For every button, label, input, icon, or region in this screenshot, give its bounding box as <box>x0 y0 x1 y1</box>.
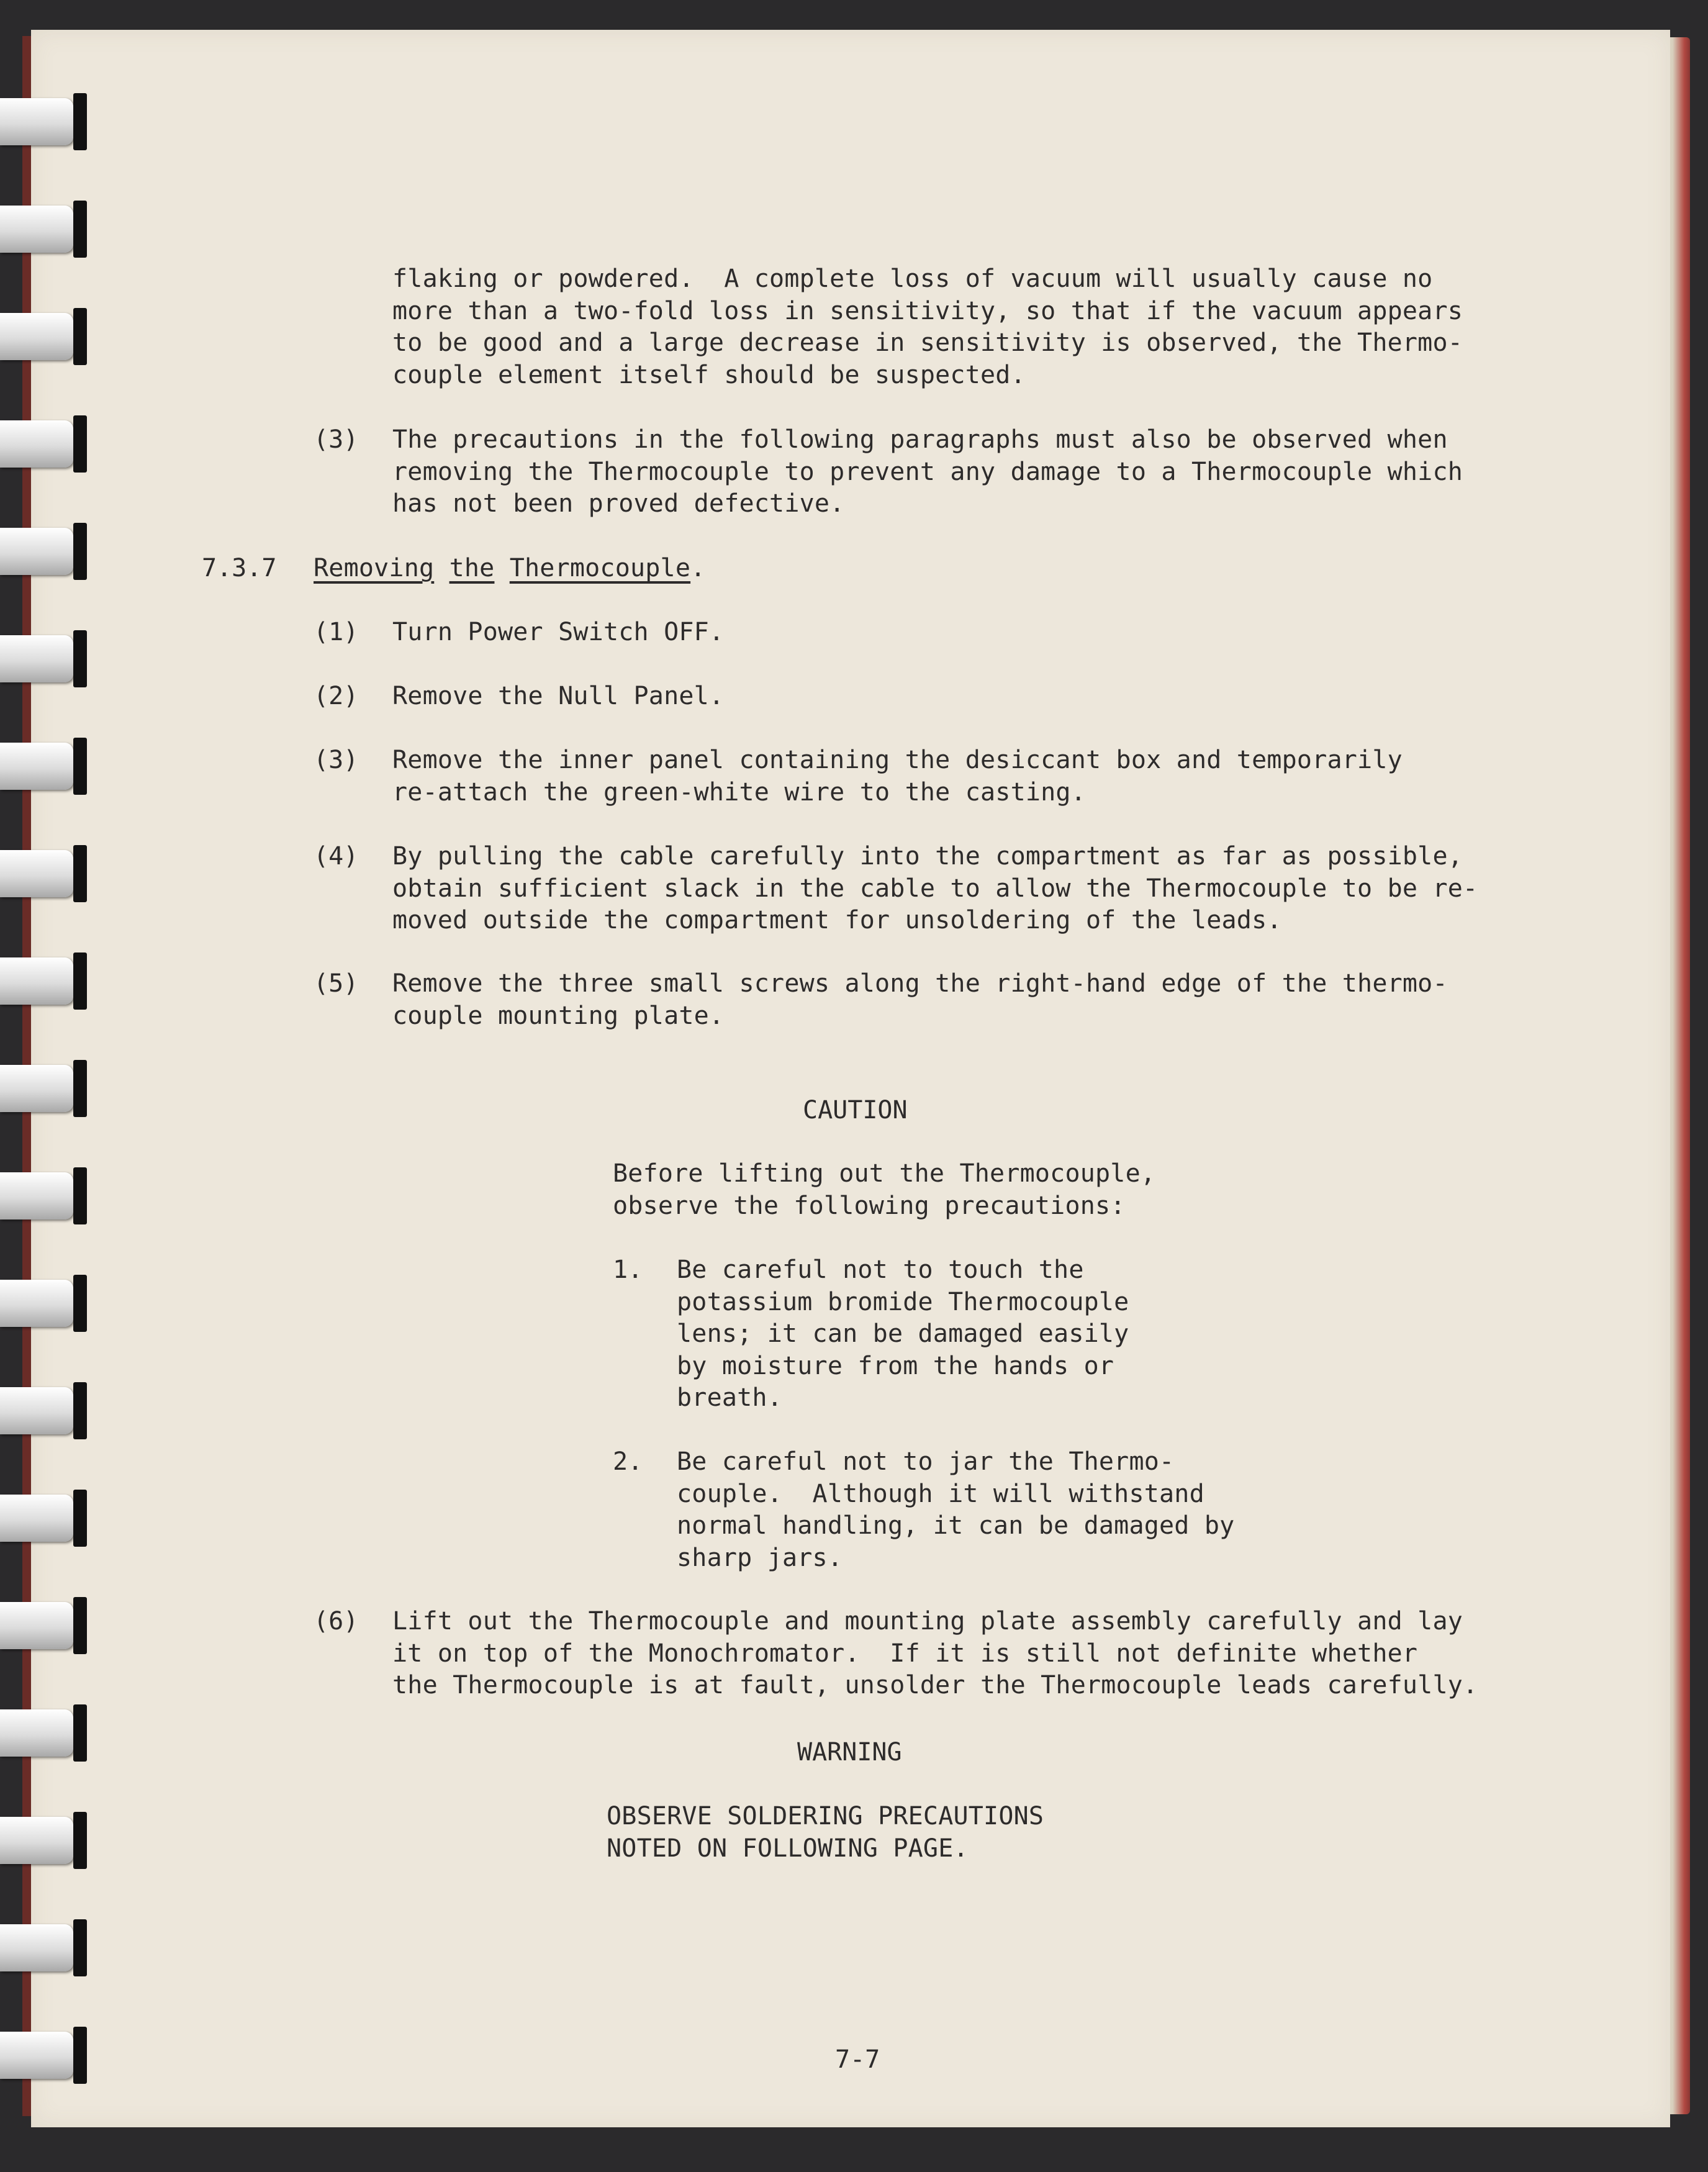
text-line: Before lifting out the Thermocouple, <box>613 1159 1156 1188</box>
warning-text <box>607 1801 1044 1865</box>
binding-ring <box>0 1275 86 1332</box>
text-line: By pulling the cable carefully into the compartment as far as possible, <box>392 842 1463 871</box>
text-line: removing the Thermocouple to prevent any damage to a Thermocouple which <box>392 457 1463 486</box>
heading-word: the <box>449 554 495 582</box>
text-line: it on top of the Monochromator. If it is still not definite whether <box>392 1639 1418 1668</box>
binding-ring <box>0 630 86 687</box>
text-line: OBSERVE SOLDERING PRECAUTIONS <box>607 1802 1044 1830</box>
binding-ring <box>0 2027 86 2084</box>
step-6 <box>392 1606 1478 1702</box>
text-line: moved outside the compartment for unsoldering of the leads. <box>392 906 1282 934</box>
text-line: flaking or powdered. A complete loss of vacuum will usually cause no <box>392 265 1433 293</box>
text-line: breath. <box>677 1383 782 1412</box>
step-number: (1) <box>314 618 359 646</box>
binding-ring <box>0 1919 86 1976</box>
step-4 <box>392 841 1478 937</box>
binding-ring <box>0 201 86 258</box>
page-number: 7-7 <box>835 2045 880 2074</box>
text-line: normal handling, it can be damaged by <box>677 1511 1235 1540</box>
item-number: (3) <box>314 425 359 454</box>
binding-ring <box>0 1060 86 1117</box>
caution-item-2 <box>677 1446 1234 1574</box>
caution-heading: CAUTION <box>803 1096 908 1124</box>
text-line: to be good and a large decrease in sensitivity is observed, the Thermo- <box>392 328 1463 357</box>
text-line: potassium bromide Thermocouple <box>677 1287 1129 1316</box>
step-number: (2) <box>314 682 359 710</box>
spiral-binding <box>0 0 93 2172</box>
binding-ring <box>0 308 86 365</box>
text-line: by moisture from the hands or <box>677 1351 1114 1380</box>
text-line: sharp jars. <box>677 1543 843 1572</box>
text-line: Lift out the Thermocouple and mounting plate assembly carefully and lay <box>392 1607 1463 1636</box>
text-line: observe the following precautions: <box>613 1191 1126 1220</box>
step-5 <box>392 968 1448 1032</box>
binding-ring <box>0 953 86 1010</box>
binding-ring <box>0 415 86 473</box>
heading-word: Thermocouple <box>509 554 691 582</box>
text-line: The precautions in the following paragraphs must also be observed when <box>392 425 1448 454</box>
text-line: obtain sufficient slack in the cable to allow the Thermocouple to be re- <box>392 874 1478 903</box>
section-heading <box>314 553 705 585</box>
heading-period: . <box>690 554 706 582</box>
binding-ring <box>0 845 86 902</box>
step-number: (4) <box>314 842 359 871</box>
binding-ring <box>0 1704 86 1762</box>
text-line: Remove the Null Panel. <box>392 682 725 710</box>
text-line: Be careful not to touch the <box>677 1256 1084 1284</box>
text-line: Be careful not to jar the Thermo- <box>677 1447 1175 1476</box>
step-1 <box>392 617 724 649</box>
step-2 <box>392 681 724 713</box>
caution-intro <box>613 1158 1155 1222</box>
caution-item-number: 2. <box>613 1447 643 1476</box>
intro-paragraph <box>392 263 1463 391</box>
text-line: couple element itself should be suspected. <box>392 360 1026 389</box>
binding-ring <box>0 1382 86 1439</box>
caution-item-1 <box>677 1254 1129 1414</box>
warning-heading: WARNING <box>797 1738 902 1767</box>
step-number: (3) <box>314 746 359 774</box>
binding-ring <box>0 523 86 580</box>
text-line: more than a two-fold loss in sensitivity, so that if the vacuum appears <box>392 296 1463 325</box>
binding-ring <box>0 1812 86 1869</box>
text-line: re-attach the green-white wire to the casting. <box>392 777 1086 807</box>
binding-ring <box>0 1597 86 1654</box>
text-line: lens; it can be damaged easily <box>677 1319 1129 1348</box>
text-line: the Thermocouple is at fault, unsolder the Thermocouple leads carefully. <box>392 1671 1478 1699</box>
text-line: Turn Power Switch OFF. <box>392 618 725 646</box>
text-line: couple mounting plate. <box>392 1001 725 1030</box>
text-line: Remove the inner panel containing the desiccant box and temporarily <box>392 746 1403 774</box>
binding-ring <box>0 1167 86 1224</box>
text-line: couple. Although it will withstand <box>677 1479 1204 1508</box>
binding-ring <box>0 93 86 150</box>
text-line: Remove the three small screws along the right-hand edge of the thermo- <box>392 969 1448 998</box>
step-number: (6) <box>314 1607 359 1636</box>
step-number: (5) <box>314 969 359 998</box>
heading-word: Removing <box>314 554 435 582</box>
section-number: 7.3.7 <box>202 554 277 582</box>
binding-ring <box>0 1490 86 1547</box>
item-3-precautions <box>392 424 1463 520</box>
text-line: has not been proved defective. <box>392 489 845 518</box>
binding-ring <box>0 738 86 795</box>
step-3 <box>392 744 1403 808</box>
text-line: NOTED ON FOLLOWING PAGE. <box>607 1834 969 1863</box>
caution-item-number: 1. <box>613 1256 643 1284</box>
